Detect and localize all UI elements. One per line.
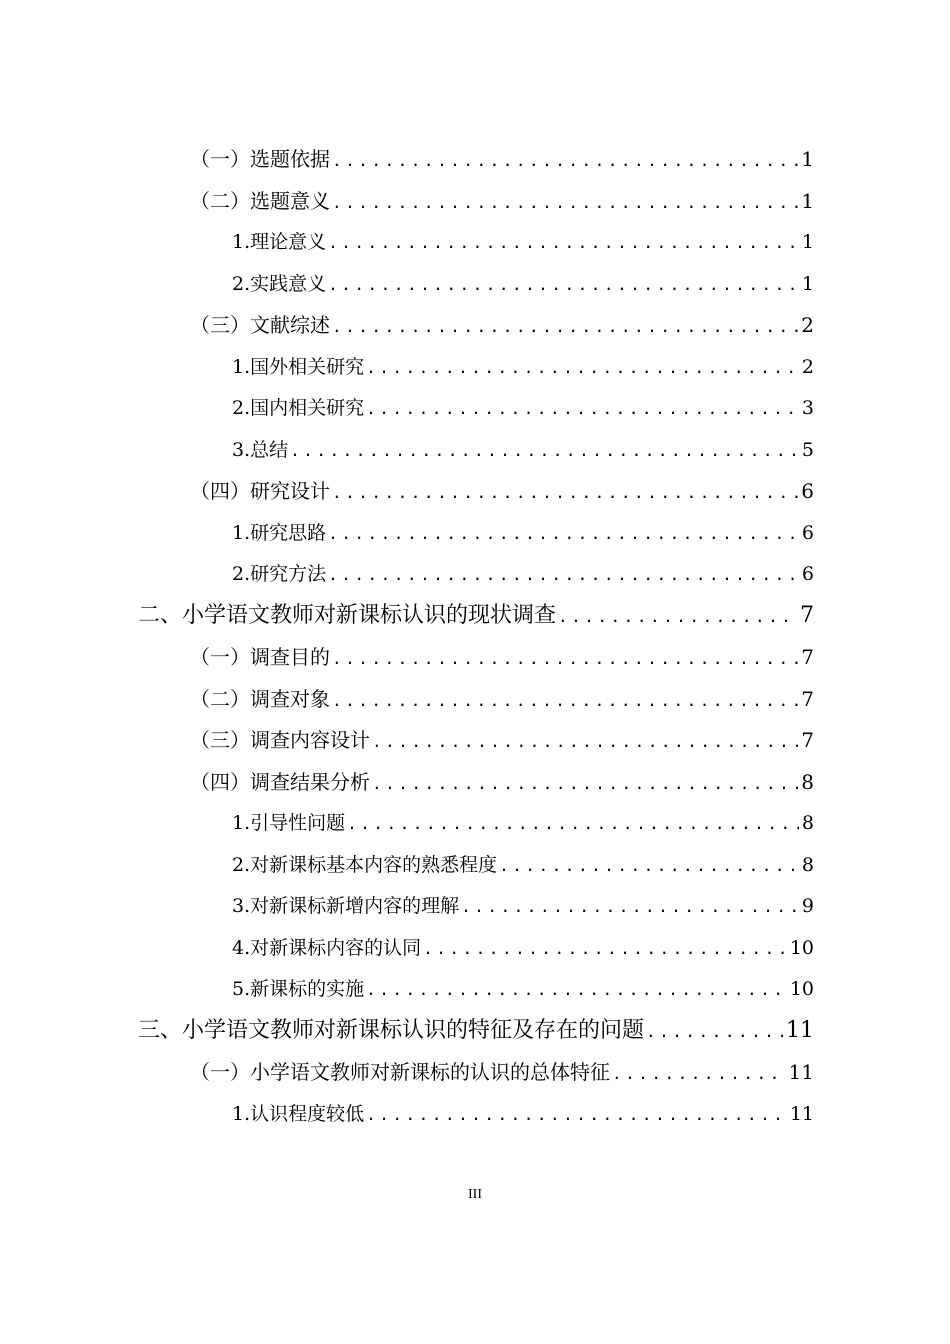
toc-entry-title: 3.对新课标新增内容的理解 <box>232 895 460 917</box>
toc-entry-title: （三）文献综述 <box>190 313 330 337</box>
toc-entry-page: 2 <box>801 313 814 337</box>
toc-entry-title: （二）调查对象 <box>190 687 330 711</box>
toc-dot-leader <box>366 353 799 383</box>
toc-entry-page: 3 <box>801 397 814 419</box>
toc-dot-leader <box>366 975 787 1005</box>
toc-entry-title: （三）调查内容设计 <box>190 728 370 752</box>
toc-entry-page: 11 <box>788 1060 814 1084</box>
toc-entry[interactable] <box>232 1099 814 1129</box>
toc-entry-page: 6 <box>801 479 814 503</box>
toc-dot-leader <box>366 1100 787 1130</box>
toc-entry-page: 6 <box>801 563 814 585</box>
toc-dot-leader <box>423 934 787 964</box>
toc-entry[interactable] <box>190 186 814 216</box>
toc-dot-leader <box>332 686 798 716</box>
toc-dot-leader <box>461 892 799 922</box>
toc-entry-title: （二）选题意义 <box>190 189 330 213</box>
toc-entry-title: 1.引导性问题 <box>232 812 346 834</box>
toc-dot-leader <box>328 519 799 549</box>
toc-entry-page: 7 <box>801 728 814 752</box>
toc-entry-page: 1 <box>801 231 814 253</box>
toc-dot-leader <box>558 602 797 632</box>
toc-dot-leader <box>499 851 799 881</box>
toc-entry[interactable] <box>190 476 814 506</box>
toc-entry-title: 2.对新课标基本内容的熟悉程度 <box>232 854 498 876</box>
toc-entry[interactable] <box>138 601 814 631</box>
toc-entry[interactable] <box>190 684 814 714</box>
toc-entry-title: 1.理论意义 <box>232 231 327 253</box>
toc-dot-leader <box>332 312 798 342</box>
toc-entry-page: 11 <box>786 1018 814 1043</box>
toc-entry[interactable] <box>138 1016 814 1046</box>
toc-dot-leader <box>290 436 799 466</box>
toc-entry-page: 7 <box>800 603 814 628</box>
toc-entry-page: 8 <box>801 812 814 834</box>
page-number: III <box>468 1187 482 1202</box>
toc-dot-leader <box>328 270 799 300</box>
toc-entry-page: 1 <box>801 147 814 171</box>
toc-dot-leader <box>332 644 798 674</box>
toc-entry[interactable] <box>232 808 814 838</box>
toc-entry[interactable] <box>190 144 814 174</box>
toc-entry-title: （四）调查结果分析 <box>190 770 370 794</box>
toc-entry[interactable] <box>190 725 814 755</box>
toc-entry-title: （一）调查目的 <box>190 645 330 669</box>
toc-entry-title: 2.国内相关研究 <box>232 397 365 419</box>
toc-entry-page: 11 <box>789 1103 814 1125</box>
toc-entry[interactable] <box>232 352 814 382</box>
toc-entry[interactable] <box>232 269 814 299</box>
toc-entry[interactable] <box>232 850 814 880</box>
toc-dot-leader <box>372 769 798 799</box>
toc-entry-page: 7 <box>801 687 814 711</box>
toc-entry-page: 1 <box>801 189 814 213</box>
toc-entry-title: 2.研究方法 <box>232 563 327 585</box>
toc-entry-title: 2.实践意义 <box>232 273 327 295</box>
toc-entry-title: （四）研究设计 <box>190 479 330 503</box>
toc-dot-leader <box>612 1059 786 1089</box>
toc-entry-page: 2 <box>801 356 814 378</box>
toc-entry-title: 1.研究思路 <box>232 522 327 544</box>
toc-entry[interactable] <box>232 974 814 1004</box>
toc-entry[interactable] <box>232 933 814 963</box>
toc-entry-page: 5 <box>801 439 814 461</box>
toc-entry-page: 6 <box>801 522 814 544</box>
toc-dot-leader <box>328 560 799 590</box>
toc-entry-title: 二、小学语文教师对新课标认识的现状调查 <box>138 603 557 628</box>
toc-entry[interactable] <box>190 642 814 672</box>
toc-entry[interactable] <box>232 891 814 921</box>
toc-entry[interactable] <box>232 518 814 548</box>
toc-entry-title: 三、小学语文教师对新课标认识的特征及存在的问题 <box>138 1018 645 1043</box>
toc-entry-title: 5.新课标的实施 <box>232 978 365 1000</box>
toc-entry-page: 10 <box>789 937 814 959</box>
toc-entry[interactable] <box>190 310 814 340</box>
toc-entry[interactable] <box>232 227 814 257</box>
toc-entry-page: 7 <box>801 645 814 669</box>
toc-dot-leader <box>646 1017 783 1047</box>
toc-entry-page: 8 <box>801 854 814 876</box>
toc-dot-leader <box>372 727 798 757</box>
toc-entry[interactable] <box>190 1057 814 1087</box>
toc-entry-page: 10 <box>789 978 814 1000</box>
toc-entry-page: 8 <box>801 770 814 794</box>
toc-dot-leader <box>332 188 798 218</box>
toc-dot-leader <box>366 394 799 424</box>
toc-entry[interactable] <box>232 559 814 589</box>
toc-entry-title: 4.对新课标内容的认同 <box>232 937 422 959</box>
toc-entry[interactable] <box>190 767 814 797</box>
toc-entry-page: 1 <box>801 273 814 295</box>
toc-dot-leader <box>347 809 799 839</box>
toc-entry[interactable] <box>232 393 814 423</box>
toc-entry-title: 1.认识程度较低 <box>232 1103 365 1125</box>
toc-entry-page: 9 <box>801 895 814 917</box>
toc-entry-title: （一）选题依据 <box>190 147 330 171</box>
toc-entry-title: 1.国外相关研究 <box>232 356 365 378</box>
toc-dot-leader <box>332 146 798 176</box>
toc-dot-leader <box>332 478 798 508</box>
toc-entry-title: （一）小学语文教师对新课标的认识的总体特征 <box>190 1060 610 1084</box>
toc-dot-leader <box>328 228 799 258</box>
toc-entry[interactable] <box>232 435 814 465</box>
toc-entry-title: 3.总结 <box>232 439 289 461</box>
